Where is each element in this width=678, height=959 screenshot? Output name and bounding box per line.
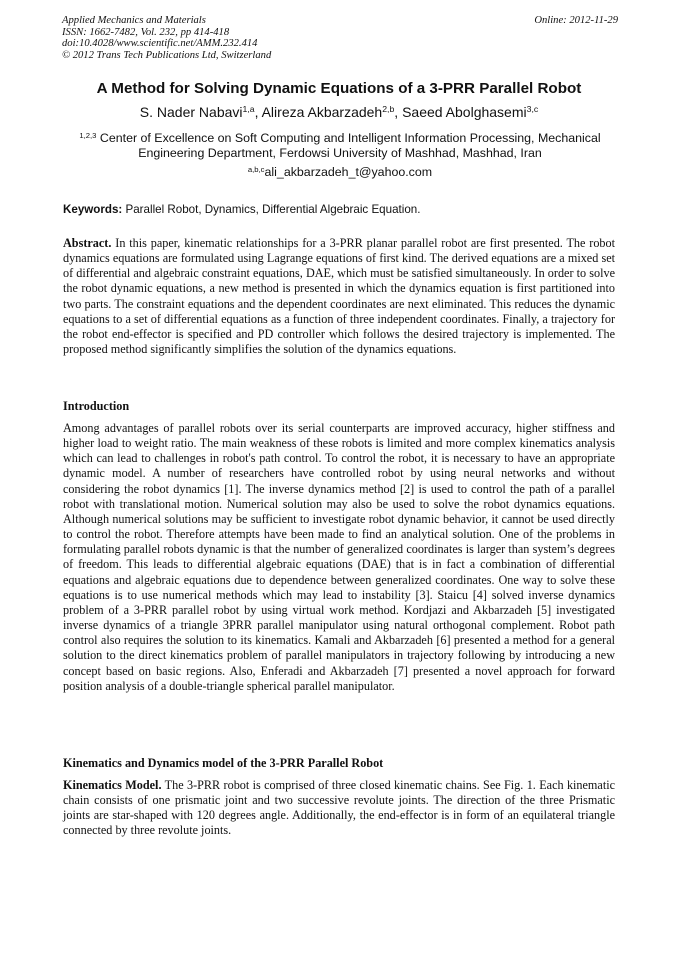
affiliation-superscript: 1,2,3 [79,130,97,140]
author-name: S. Nader Nabavi [139,104,243,120]
keywords [63,203,619,216]
doi-line: doi:10.4028/www.scientific.net/AMM.232.414 [62,38,258,50]
introduction-heading: Introduction [63,399,130,413]
paper-title: A Method for Solving Dynamic Equations of a 3-PRR Parallel Robot [96,80,582,97]
affiliation-text: Center of Excellence on Soft Computing and Intelligent Information Processing, Mechanical Engineering Department, Ferdowsi University of Mashhad, Mashhad, Iran [96,131,601,160]
author-superscript: 1,a [242,104,255,115]
abstract-paragraph [63,236,615,357]
keywords-text: Parallel Robot, Dynamics, Differential Algebraic Equation. [122,203,421,216]
abstract-label: Abstract. [63,236,112,250]
author-superscript: 3,c [526,104,539,115]
author-separator: , [254,104,262,120]
author-superscript: 2,b [382,104,395,115]
journal-name: Applied Mechanics and Materials [62,15,206,26]
keywords-label: Keywords: [63,203,123,216]
kinematics-paragraph [63,778,615,839]
author-separator: , [394,104,403,120]
online-date: Online: 2012-11-29 [534,15,618,26]
email-superscript: a,b,c [247,164,265,174]
abstract-text: In this paper, kinematic relationships for a 3-PRR planar parallel robot are first presented. The robot dynamics equations are formulated using Lagrange equations of first kind. The derived equations are a mixed set of differential and algebraic constraint equations, DAE, which must be satisfied simultaneously. In order to solve the robot dynamic equations, a new method is presented in which the dynamics equation is first partitioned into two parts. The constraint equations and the dependent coordinates are next eliminated. This reduces the dynamic equations to a set of differential equations as a function of three independent coordinates. Finally, a trajectory for the robot end-effector is specified and PD controller which follows the desired trajectory is implemented. The proposed method significantly simplifies the solution of the dynamics equations. [63,236,615,357]
author-name: Saeed Abolghasemi [402,104,527,120]
journal-header [62,15,618,61]
copyright-line: © 2012 Trans Tech Publications Ltd, Switzerland [62,49,272,61]
author-list [30,104,648,120]
author-email [62,165,618,179]
section-heading-kinematics: Kinematics and Dynamics model of the 3-PRR Parallel Robot [63,756,384,770]
issn-line: ISSN: 1662-7482, Vol. 232, pp 414-418 [62,26,230,38]
kinematics-label: Kinematics Model. [63,778,162,792]
author-name: Alireza Akbarzadeh [261,104,383,120]
introduction-paragraph: Among advantages of parallel robots over its serial counterparts are improved accuracy, higher stiffness and higher load to weight ratio. The main weakness of these robots is limited and more complex kinematics analysis which can lead to challenges in robot's path control. To control the robot, it is necessary to have an appropriate dynamic model. A number of researchers have controlled robot by using neural networks and without considering the robot dynamics [1]. The inverse dynamics method [2] is used to control the path of a parallel robot with translational motion. Numerical solution may also be used to solve the robot dynamics equations. Although numerical solutions may be sufficient to investigate robot dynamic behavior, it cannot be used directly to control the robot. Therefore attempts have been made to find an analytical solution. One of the problems in formulating parallel robots dynamic is that the number of generalized coordinates is larger than system’s degrees of freedom. This leads to differential algebraic equations (DAE) that is in fact a combination of differential equations and algebraic equations due to dependence between generalized coordinates. One way to solve these equations is to use numerical methods which may lead to instability [3]. Staicu [4] solved inverse dynamics problem of a 3-PRR parallel robot by using virtual work method. Kordjazi and Akbarzadeh [5] investigated inverse dynamics of a triangle 3PRR parallel manipulator using natural orthogonal complement. Robot path control also requires the solution to its kinematics. Kamali and Akbarzadeh [6] presented a method for a general solution to the direct kinematics problem of parallel manipulators in trajectory following by introducing a new concept based on basic regions. Also, Enferadi and Akbarzadeh [7] presented a novel approach for forward position analysis of a double-triangle spherical parallel manipulator. [63,421,615,693]
kinematics-text: The 3-PRR robot is comprised of three closed kinematic chains. See Fig. 1. Each kinematic chain consists of one prismatic joint and two successive revolute joints. The direction of the three Prismatic joints are star-shaped with 120 degrees angle. Additionally, the end-effector is in form of an equilateral triangle connected by three revolute joints. [63,778,615,838]
affiliation [62,131,618,161]
email-address: ali_akbarzadeh_t@yahoo.com [264,165,433,179]
